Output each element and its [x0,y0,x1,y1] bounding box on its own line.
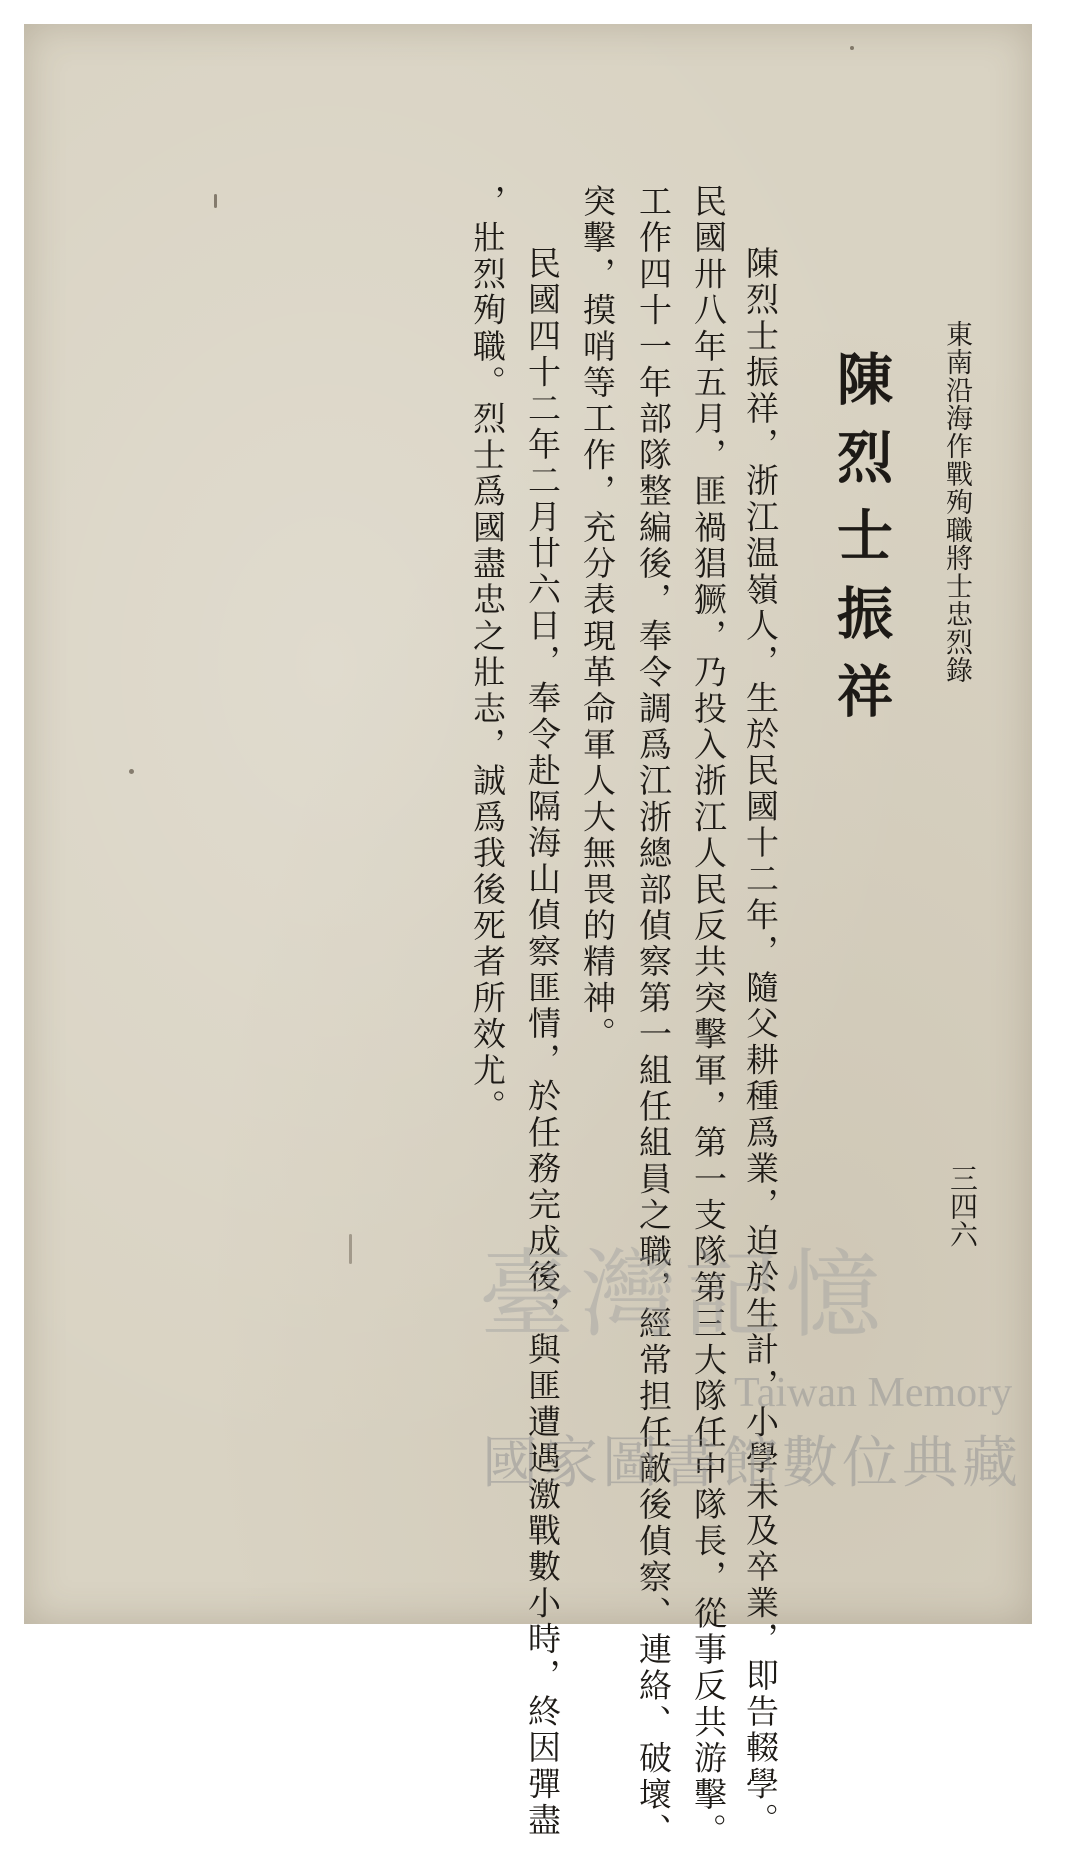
watermark-chinese: 國家圖書館數位典藏 [482,1431,1022,1496]
running-header: 東南沿海作戰殉職將士忠烈錄 [941,320,972,684]
page-number: 三四六 [946,1164,979,1248]
article-title: 陳烈士振祥 [828,350,894,740]
body-text-line: 民國四十二年二月廿六日，奉令赴隔海山偵察匪情，於任務完成後，與匪遭遇激戰數小時，終因彈盡 [523,246,562,1839]
body-text-line: 陳烈士振祥，浙江温嶺人，生於民國十二年，隨父耕種爲業，迫於生計，小學未及卒業，即告輟學。 [741,246,780,1839]
paper-speck [129,769,134,774]
body-text-line: 工作四十一年部隊整編後，奉令調爲江浙總部偵察第一組任組員之職，經常担任敵後偵察、連絡、破壞、 [634,184,673,1849]
watermark-english: Taiwan Memory [734,1370,1013,1416]
body-text-line: 突擊，摸哨等工作，充分表現革命軍人大無畏的精神。 [578,184,617,1053]
paper-speck [850,46,854,50]
paper-speck [214,194,217,208]
paper-speck [349,1234,352,1264]
body-text-line: ，壯烈殉職。烈士爲國盡忠之壯志，誠爲我後死者所效尤。 [468,184,507,1126]
body-text-line: 民國卅八年五月，匪禍猖獗，乃投入浙江人民反共突擊軍，第一支隊第三大隊任中隊長，從事反共游擊。 [689,184,728,1849]
watermark-logo: 臺灣記憶 [479,1239,887,1351]
book-page [24,24,1032,1849]
